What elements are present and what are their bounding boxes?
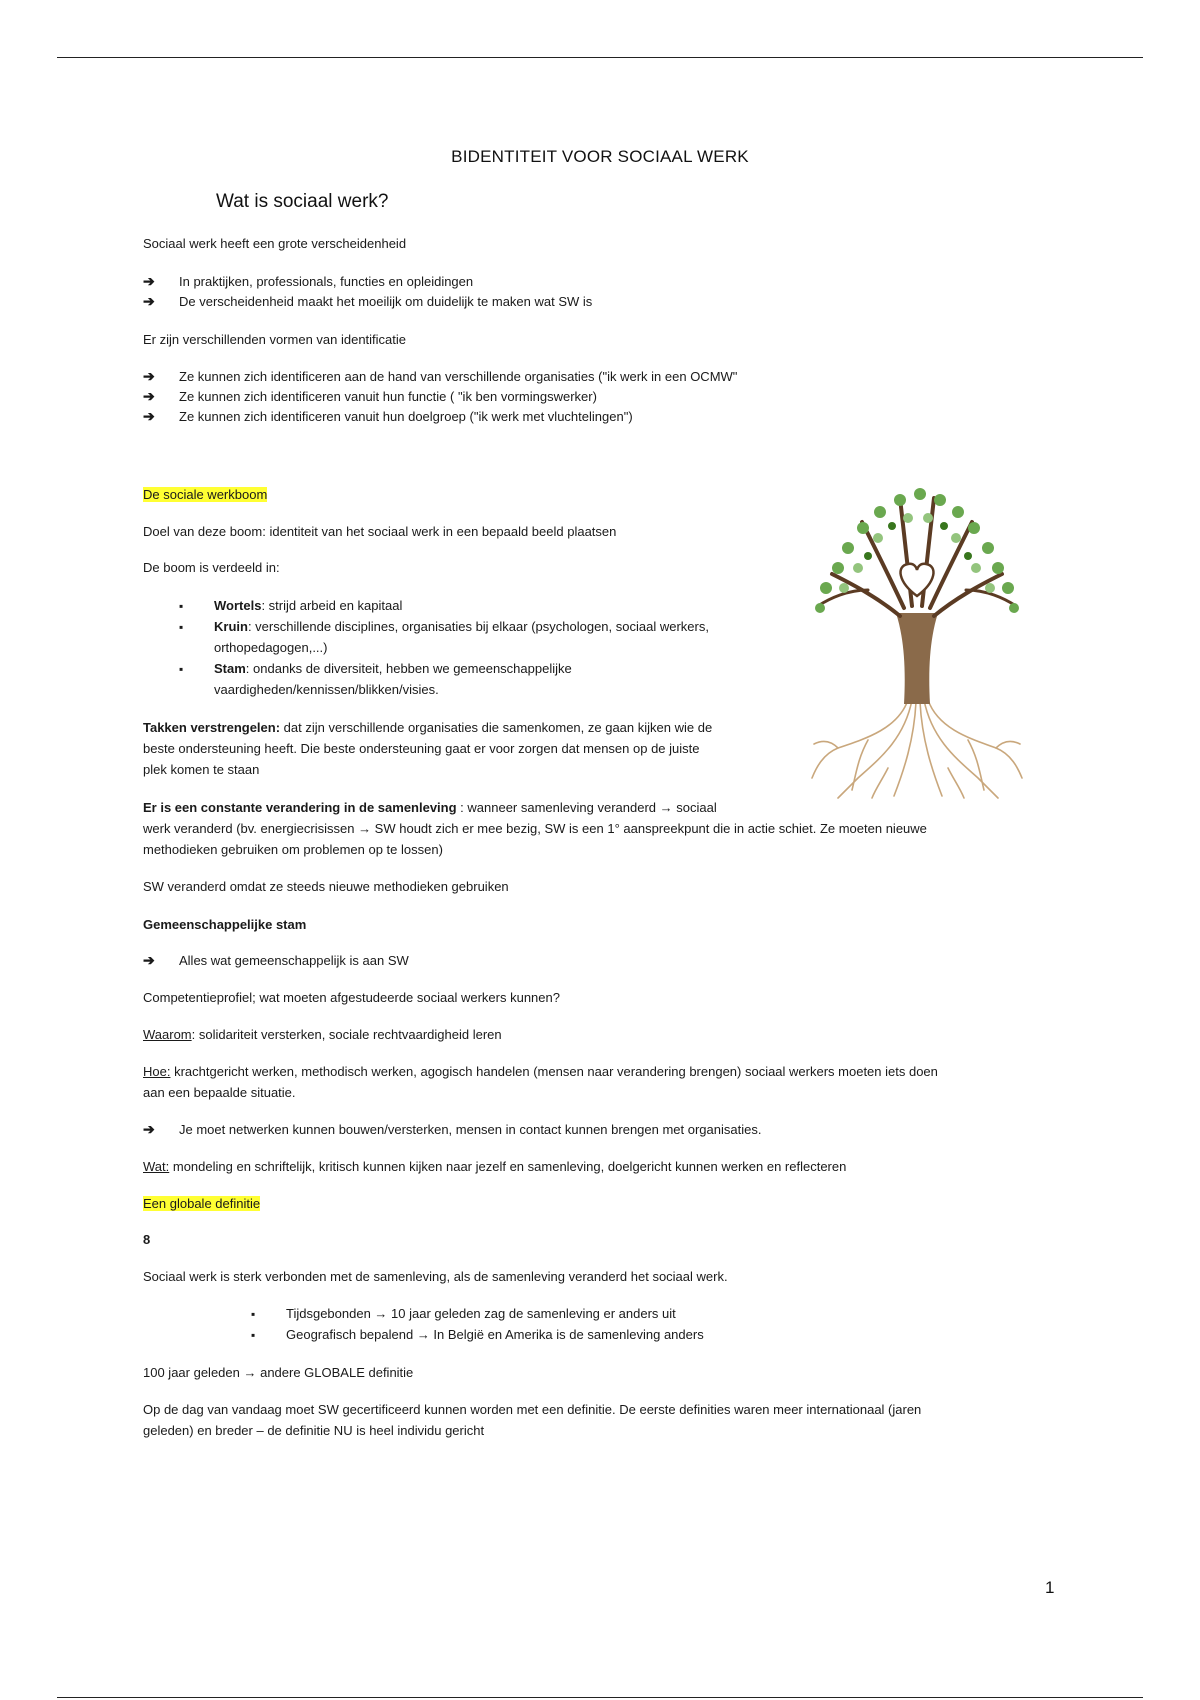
definitie-paragraph: Op de dag van vandaag moet SW gecertificeerd kunnen worden met een definitie. De eerste definities waren meer internationaal (jaren <box>143 1402 922 1417</box>
arrow-icon: ➔ <box>143 408 155 424</box>
werkboom-heading: De sociale werkboom <box>143 487 268 502</box>
bullet-icon: ▪ <box>179 599 184 613</box>
tree-branches <box>818 498 1016 616</box>
verandering-line: methodieken gebruiken om problemen op te lossen) <box>143 842 443 857</box>
page-number: 1 <box>1045 1578 1055 1597</box>
list-item: ▪ Kruin: verschillende disciplines, organisaties bij elkaar (psychologen, sociaal werkers, <box>179 616 709 638</box>
bullet-icon: ▪ <box>179 662 184 676</box>
arrow-item: ➔ De verscheidenheid maakt het moeilijk om duidelijk te maken wat SW is <box>143 291 592 312</box>
definitie-paragraph: 100 jaar geleden → andere GLOBALE definitie <box>143 1365 414 1380</box>
list-item: ▪ Stam: ondanks de diversiteit, hebben we gemeenschappelijke <box>179 658 572 680</box>
arrow-item: ➔ Je moet netwerken kunnen bouwen/versterken, mensen in contact kunnen brengen met organisaties. <box>143 1119 761 1140</box>
werkboom-doel: Doel van deze boom: identiteit van het sociaal werk in een bepaald beeld plaatsen <box>143 524 617 539</box>
arrow-item: ➔ In praktijken, professionals, functies en opleidingen <box>143 271 473 292</box>
takken-paragraph: Takken verstrengelen: dat zijn verschillende organisaties die samenkomen, ze gaan kijken wie de <box>143 720 713 735</box>
list-item: ▪ Geografisch bepalend → In België en Amerika is de samenleving anders <box>251 1324 704 1346</box>
bottom-rule <box>57 1697 1143 1698</box>
verandering-paragraph: Er is een constante verandering in de samenleving : wanneer samenleving veranderd → sociaal <box>143 800 717 815</box>
list-item-continuation: orthopedagogen,...) <box>214 640 328 655</box>
sw-veranderd-paragraph: SW veranderd omdat ze steeds nieuwe methodieken gebruiken <box>143 879 509 894</box>
document-title: BIDENTITEIT VOOR SOCIAAL WERK <box>451 147 749 166</box>
definitie-heading: Een globale definitie <box>143 1196 261 1211</box>
arrow-item: ➔ Ze kunnen zich identificeren vanuit hun doelgroep ("ik werk met vluchtelingen") <box>143 406 633 427</box>
definitie-paragraph: Sociaal werk is sterk verbonden met de samenleving, als de samenleving veranderd het sociaal werk. <box>143 1269 728 1284</box>
intro-paragraph: Sociaal werk heeft een grote verscheidenheid <box>143 236 407 251</box>
arrow-icon: ➔ <box>143 293 155 309</box>
verandering-line: werk veranderd (bv. energiecrisissen → SW houdt zich er mee bezig, SW is een 1° aanspreekpunt die in actie schiet. Ze moeten nieuwe <box>143 821 927 836</box>
arrow-item: ➔ Ze kunnen zich identificeren aan de hand van verschillende organisaties ("ik werk in een OCMW" <box>143 366 737 387</box>
list-item: ▪ Wortels: strijd arbeid en kapitaal <box>179 595 402 617</box>
section-heading: Wat is sociaal werk? <box>216 191 389 212</box>
top-rule <box>57 57 1143 58</box>
hoe-line: aan een bepaalde situatie. <box>143 1085 296 1100</box>
takken-line: beste ondersteuning heeft. Die beste ondersteuning gaat er voor zorgen dat mensen op de juiste <box>143 741 700 756</box>
takken-line: plek komen te staan <box>143 762 260 777</box>
definitie-line: geleden) en breder – de definitie NU is heel individu gericht <box>143 1423 485 1438</box>
arrow-icon: ➔ <box>143 368 155 384</box>
arrow-item: ➔ Alles wat gemeenschappelijk is aan SW <box>143 950 409 971</box>
tree-roots <box>812 700 1022 798</box>
arrow-icon: ➔ <box>143 388 155 404</box>
list-item-continuation: vaardigheden/kennissen/blikken/visies. <box>214 682 439 697</box>
stam-heading: Gemeenschappelijke stam <box>143 917 307 932</box>
list-item: ▪ Tijdsgebonden → 10 jaar geleden zag de samenleving er anders uit <box>251 1303 676 1325</box>
competentie-paragraph: Competentieprofiel; wat moeten afgestudeerde sociaal werkers kunnen? <box>143 990 560 1005</box>
tree-trunk <box>896 613 938 704</box>
waarom-paragraph: Waarom: solidariteit versterken, sociale rechtvaardigheid leren <box>143 1027 502 1042</box>
arrow-icon: ➔ <box>143 273 155 289</box>
definitie-number: 8 <box>143 1232 151 1247</box>
tree-with-heart-icon <box>808 478 1026 800</box>
bullet-icon: ▪ <box>251 1307 256 1321</box>
arrow-icon: ➔ <box>143 1121 155 1137</box>
werkboom-verdeeld: De boom is verdeeld in: <box>143 560 280 575</box>
hoe-paragraph: Hoe: krachtgericht werken, methodisch werken, agogisch handelen (mensen naar verandering brengen) sociaal werkers moeten iets doen <box>143 1064 938 1079</box>
bullet-icon: ▪ <box>251 1328 256 1342</box>
bullet-icon: ▪ <box>179 620 184 634</box>
arrow-item: ➔ Ze kunnen zich identificeren vanuit hun functie ( "ik ben vormingswerker) <box>143 386 597 407</box>
arrow-icon: ➔ <box>143 952 155 968</box>
wat-paragraph: Wat: mondeling en schriftelijk, kritisch kunnen kijken naar jezelf en samenleving, doelgericht kunnen werken en reflecteren <box>143 1159 847 1174</box>
heart-icon <box>901 564 934 596</box>
intro-paragraph: Er zijn verschillenden vormen van identificatie <box>143 332 407 347</box>
